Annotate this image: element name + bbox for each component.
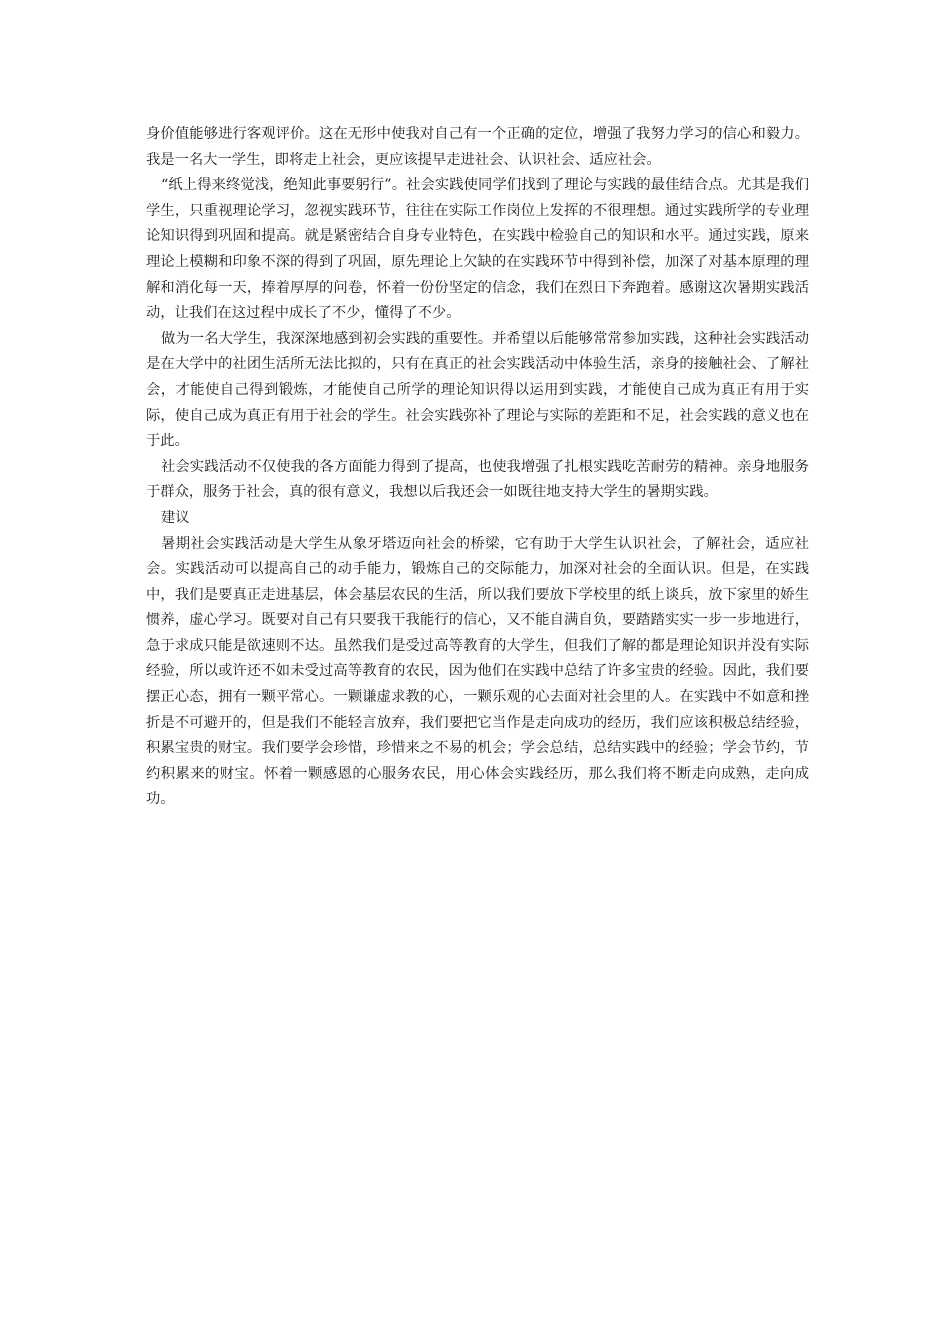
closing-paragraph: 暑期社会实践活动是大学生从象牙塔迈向社会的桥梁，它有助于大学生认识社会，了解社会，适应社会。实践活动可以提高自己的动手能力，锻炼自己的交际能力，加深对社会的全面认识。但是，在实践中，我们是要真正走进基层，体会基层农民的生活，所以我们要放下学校里的纸上谈兵，放下家里的娇生惯养，虚心学习。既要对自己有只要我干我能行的信心，又不能自满自负，要踏踏实实一步一步地进行，急于求成只能是欲速则不达。虽然我们是受过高等教育的大学生，但我们了解的都是理论知识并没有实际经验，所以或许还不如未受过高等教育的农民，因为他们在实践中总结了许多宝贵的经验。因此，我们要摆正心态，拥有一颗平常心。一颗谦虚求教的心，一颗乐观的心去面对社会里的人。在实践中不如意和挫折是不可避开的，但是我们不能轻言放弃，我们要把它当作是走向成功的经历，我们应该积极总结经验，积累宝贵的财宝。我们要学会珍惜，珍惜来之不易的机会；学会总结，总结实践中的经验；学会节约，节约积累来的财宝。怀着一颗感恩的心服务农民，用心体会实践经历，那么我们将不断走向成熟，走向成功。 (146, 535, 809, 808)
section-heading: 建议 (161, 509, 190, 526)
body-paragraph-3: 做为一名大学生，我深深地感到初会实践的重要性。并希望以后能够常常参加实践，这种社会实践活动是在大学中的社团生活所无法比拟的，只有在真正的社会实践活动中体验生活，亲身的接触社会、了解社会，才能使自己得到锻炼，才能使自己所学的理论知识得以运用到实践，才能使自己成为真正有用于实际，使自己成为真正有用于社会的学生。社会实践弥补了理论与实际的差距和不足，社会实践的意义也在于此。 (146, 330, 809, 450)
body-paragraph-4: 社会实践活动不仅使我的各方面能力得到了提高，也使我增强了扎根实践吃苦耐劳的精神。亲身地服务于群众，服务于社会，真的很有意义，我想以后我还会一如既往地支持大学生的暑期实践。 (146, 458, 809, 501)
body-paragraph-1: 身价值能够进行客观评价。这在无形中使我对自己有一个正确的定位，增强了我努力学习的信心和毅力。我是一名大一学生，即将走上社会，更应该提早走进社会、认识社会、适应社会。 (146, 126, 809, 168)
document-body (146, 122, 809, 813)
body-paragraph-2: “纸上得来终觉浅，绝知此事要躬行”。社会实践使同学们找到了理论与实践的最佳结合点。尤其是我们学生，只重视理论学习，忽视实践环节，往往在实际工作岗位上发挥的不很理想。通过实践所学的专业理论知识得到巩固和提高。就是紧密结合自身专业特色，在实践中检验自己的知识和水平。通过实践，原来理论上模糊和印象不深的得到了巩固，原先理论上欠缺的在实践环节中得到补偿，加深了对基本原理的理解和消化每一天，捧着厚厚的问卷，怀着一份份坚定的信念，我们在烈日下奔跑着。感谢这次暑期实践活动，让我们在这过程中成长了不少，懂得了不少。 (146, 177, 809, 322)
